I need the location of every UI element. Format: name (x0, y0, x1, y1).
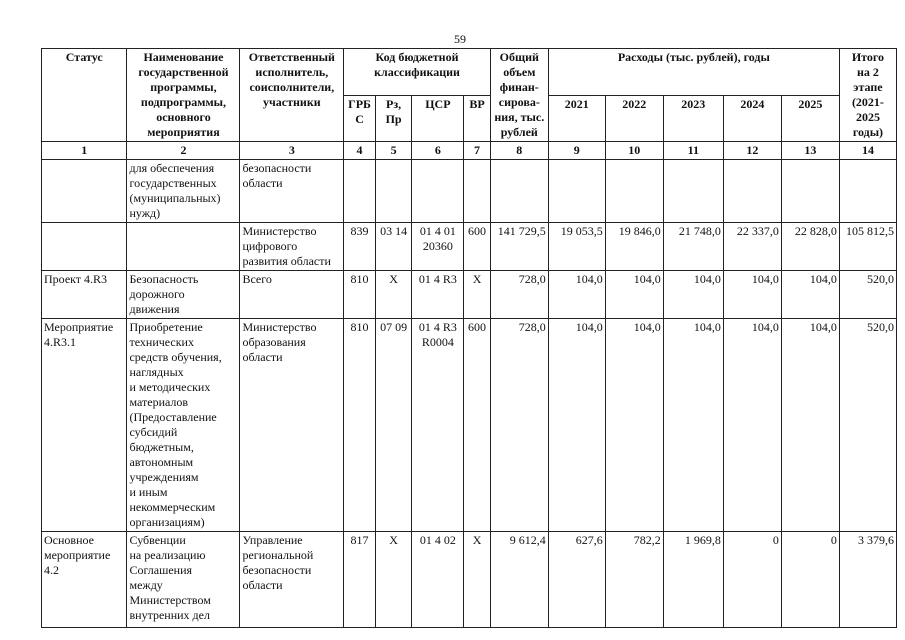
header-csr: ЦСР (412, 95, 464, 142)
text-line: Наименование (143, 50, 224, 64)
table-row (42, 532, 897, 628)
grbs-cell (344, 160, 376, 223)
text-line: безопасности (242, 563, 312, 577)
header-total (490, 49, 548, 142)
csr-cell (412, 223, 464, 271)
text-line: Пр (385, 111, 402, 126)
text-line: автономным (129, 455, 194, 469)
header-executor (240, 49, 344, 142)
year-2023-cell: 104,0 (663, 271, 723, 319)
text-line: годы) (852, 125, 884, 139)
text-line: движения (129, 302, 180, 316)
stage-total-cell: 3 379,6 (839, 532, 896, 628)
text-line: внутренних дел (129, 608, 210, 622)
text-line: основного (156, 110, 211, 124)
text-line: на реализацию (129, 548, 206, 562)
header-grbs (344, 95, 376, 142)
year-2024-cell: 22 337,0 (723, 223, 781, 271)
year-2023-cell (663, 160, 723, 223)
text-line: Мероприятие (44, 320, 114, 334)
text-line: сирова- (498, 95, 540, 109)
status-cell (42, 319, 127, 532)
text-line: объем (503, 65, 536, 79)
column-number: 11 (663, 142, 723, 160)
table-row (42, 319, 897, 532)
text-line: наглядных (129, 365, 184, 379)
text-line: ния, тыс. (494, 110, 545, 124)
text-line: 2025 (855, 110, 880, 124)
header-budget-code (344, 49, 491, 96)
text-line: программы, (150, 80, 217, 94)
text-line: и методических (129, 380, 211, 394)
text-line: субсидий (129, 425, 178, 439)
grbs-cell: 817 (344, 532, 376, 628)
year-2023-cell: 104,0 (663, 319, 723, 532)
vr-cell: 600 (464, 319, 490, 532)
stage-total-cell: 105 812,5 (839, 223, 896, 271)
text-line: мероприятия (147, 125, 220, 139)
year-2021-cell: 19 053,5 (548, 223, 605, 271)
text-line: 01 4 R3 (418, 272, 457, 286)
text-line: Всего (242, 272, 272, 286)
header-vr: ВР (464, 95, 490, 142)
year-2025-cell: 104,0 (781, 271, 839, 319)
text-line: Итого (851, 50, 885, 64)
header-year-2023: 2023 (663, 95, 723, 142)
text-line: исполнитель, (255, 65, 329, 79)
header-row-top (42, 49, 897, 96)
rzpr-cell: 07 09 (375, 319, 412, 532)
text-line: Приобретение (129, 320, 203, 334)
table-row (42, 160, 897, 223)
name-cell (127, 160, 240, 223)
csr-cell (412, 319, 464, 532)
text-line: цифрового (242, 239, 298, 253)
column-number: 4 (344, 142, 376, 160)
text-line: рублей (500, 125, 538, 139)
header-year-2022: 2022 (605, 95, 663, 142)
text-line: подпрограммы, (140, 95, 226, 109)
year-2022-cell: 782,2 (605, 532, 663, 628)
text-line: развития области (242, 254, 331, 268)
executor-cell (240, 319, 344, 532)
year-2021-cell: 104,0 (548, 271, 605, 319)
stage-total-cell (839, 160, 896, 223)
column-number-row (42, 142, 897, 160)
text-line: нужд) (129, 206, 161, 220)
text-line: ГРБ (348, 96, 371, 111)
name-cell (127, 271, 240, 319)
rzpr-cell: Х (375, 532, 412, 628)
text-line: Управление (242, 533, 303, 547)
status-cell (42, 223, 127, 271)
header-name (127, 49, 240, 142)
year-2025-cell: 22 828,0 (781, 223, 839, 271)
text-line: бюджетным, (129, 440, 194, 454)
status-cell (42, 160, 127, 223)
name-cell (127, 223, 240, 271)
name-cell (127, 532, 240, 628)
text-line: региональной (242, 548, 314, 562)
year-2024-cell: 104,0 (723, 271, 781, 319)
text-line: Соглашения (129, 563, 193, 577)
stage-total-cell: 520,0 (839, 271, 896, 319)
grbs-cell: 810 (344, 271, 376, 319)
text-line: Основное (44, 533, 94, 547)
total-cell: 141 729,5 (490, 223, 548, 271)
total-cell: 728,0 (490, 271, 548, 319)
text-line: области (242, 578, 283, 592)
csr-cell (412, 271, 464, 319)
status-cell (42, 532, 127, 628)
total-cell (490, 160, 548, 223)
rzpr-cell: Х (375, 271, 412, 319)
total-cell: 9 612,4 (490, 532, 548, 628)
text-line: и иным (129, 485, 168, 499)
column-number: 2 (127, 142, 240, 160)
text-line: 20360 (422, 239, 453, 253)
text-line: образования (242, 335, 306, 349)
text-line: Безопасность (129, 272, 199, 286)
year-2025-cell: 104,0 (781, 319, 839, 532)
year-2023-cell: 21 748,0 (663, 223, 723, 271)
total-cell: 728,0 (490, 319, 548, 532)
text-line: материалов (129, 395, 189, 409)
text-line: участники (263, 95, 321, 109)
text-line: С (355, 111, 364, 126)
year-2021-cell: 104,0 (548, 319, 605, 532)
text-line: Субвенции (129, 533, 186, 547)
name-cell (127, 319, 240, 532)
year-2022-cell: 104,0 (605, 271, 663, 319)
header-year-2024: 2024 (723, 95, 781, 142)
page-number: 59 (454, 32, 466, 46)
text-line: 01 4 R3 (418, 320, 457, 334)
header-year-2021: 2021 (548, 95, 605, 142)
text-line: Общий (499, 50, 539, 64)
column-number: 5 (375, 142, 412, 160)
year-2024-cell (723, 160, 781, 223)
grbs-cell: 839 (344, 223, 376, 271)
text-line: финан- (499, 80, 539, 94)
column-number: 10 (605, 142, 663, 160)
text-line: Ответственный (248, 50, 335, 64)
header-stage-total (839, 49, 896, 142)
status-cell (42, 271, 127, 319)
header-year-2025: 2025 (781, 95, 839, 142)
executor-cell (240, 160, 344, 223)
vr-cell: 600 (464, 223, 490, 271)
column-number: 14 (839, 142, 896, 160)
table-row (42, 271, 897, 319)
year-2022-cell (605, 160, 663, 223)
executor-cell (240, 532, 344, 628)
year-2022-cell: 19 846,0 (605, 223, 663, 271)
text-line: классификации (374, 65, 460, 79)
text-line: (Предоставление (129, 410, 217, 424)
text-line: для обеспечения (129, 161, 215, 175)
text-line: учреждениям (129, 470, 199, 484)
text-line: 01 4 01 (419, 224, 456, 238)
text-line: Рз, (386, 96, 402, 111)
text-line: Проект 4.R3 (44, 272, 108, 286)
year-2023-cell: 1 969,8 (663, 532, 723, 628)
column-number: 3 (240, 142, 344, 160)
text-line: 4.2 (44, 563, 59, 577)
header-status: Статус (42, 49, 127, 142)
header-rzpr (375, 95, 412, 142)
text-line: 01 4 02 (419, 533, 456, 547)
vr-cell: Х (464, 271, 490, 319)
text-line: технических (129, 335, 194, 349)
table-row (42, 223, 897, 271)
text-line: некоммерческим (129, 500, 216, 514)
rzpr-cell (375, 160, 412, 223)
vr-cell (464, 160, 490, 223)
text-line: области (242, 176, 283, 190)
text-line: государственной (138, 65, 229, 79)
text-line: (муниципальных) (129, 191, 221, 205)
text-line: между (129, 578, 163, 592)
column-number: 13 (781, 142, 839, 160)
header-expenses: Расходы (тыс. рублей), годы (548, 49, 839, 96)
year-2024-cell: 0 (723, 532, 781, 628)
csr-cell (412, 160, 464, 223)
text-line: R0004 (421, 335, 454, 349)
column-number: 8 (490, 142, 548, 160)
stage-total-cell: 520,0 (839, 319, 896, 532)
text-line: на 2 этапе (853, 65, 883, 94)
text-line: организациям) (129, 515, 205, 529)
year-2022-cell: 104,0 (605, 319, 663, 532)
text-line: дорожного (129, 287, 185, 301)
column-number: 6 (412, 142, 464, 160)
text-line: Министерством (129, 593, 211, 607)
text-line: Министерство (242, 320, 317, 334)
text-line: 4.R3.1 (44, 335, 77, 349)
column-number: 7 (464, 142, 490, 160)
text-line: безопасности (242, 161, 312, 175)
year-2025-cell (781, 160, 839, 223)
executor-cell (240, 223, 344, 271)
year-2025-cell: 0 (781, 532, 839, 628)
budget-table (41, 48, 897, 628)
vr-cell: Х (464, 532, 490, 628)
rzpr-cell: 03 14 (375, 223, 412, 271)
grbs-cell: 810 (344, 319, 376, 532)
text-line: мероприятие (44, 548, 111, 562)
year-2021-cell (548, 160, 605, 223)
csr-cell (412, 532, 464, 628)
text-line: средств обучения, (129, 350, 222, 364)
text-line: области (242, 350, 283, 364)
column-number: 9 (548, 142, 605, 160)
text-line: Код бюджетной (375, 50, 459, 64)
text-line: соисполнители, (249, 80, 335, 94)
text-line: государственных (129, 176, 217, 190)
column-number: 1 (42, 142, 127, 160)
year-2021-cell: 627,6 (548, 532, 605, 628)
executor-cell (240, 271, 344, 319)
column-number: 12 (723, 142, 781, 160)
text-line: Министерство (242, 224, 317, 238)
year-2024-cell: 104,0 (723, 319, 781, 532)
text-line: (2021- (851, 95, 884, 109)
